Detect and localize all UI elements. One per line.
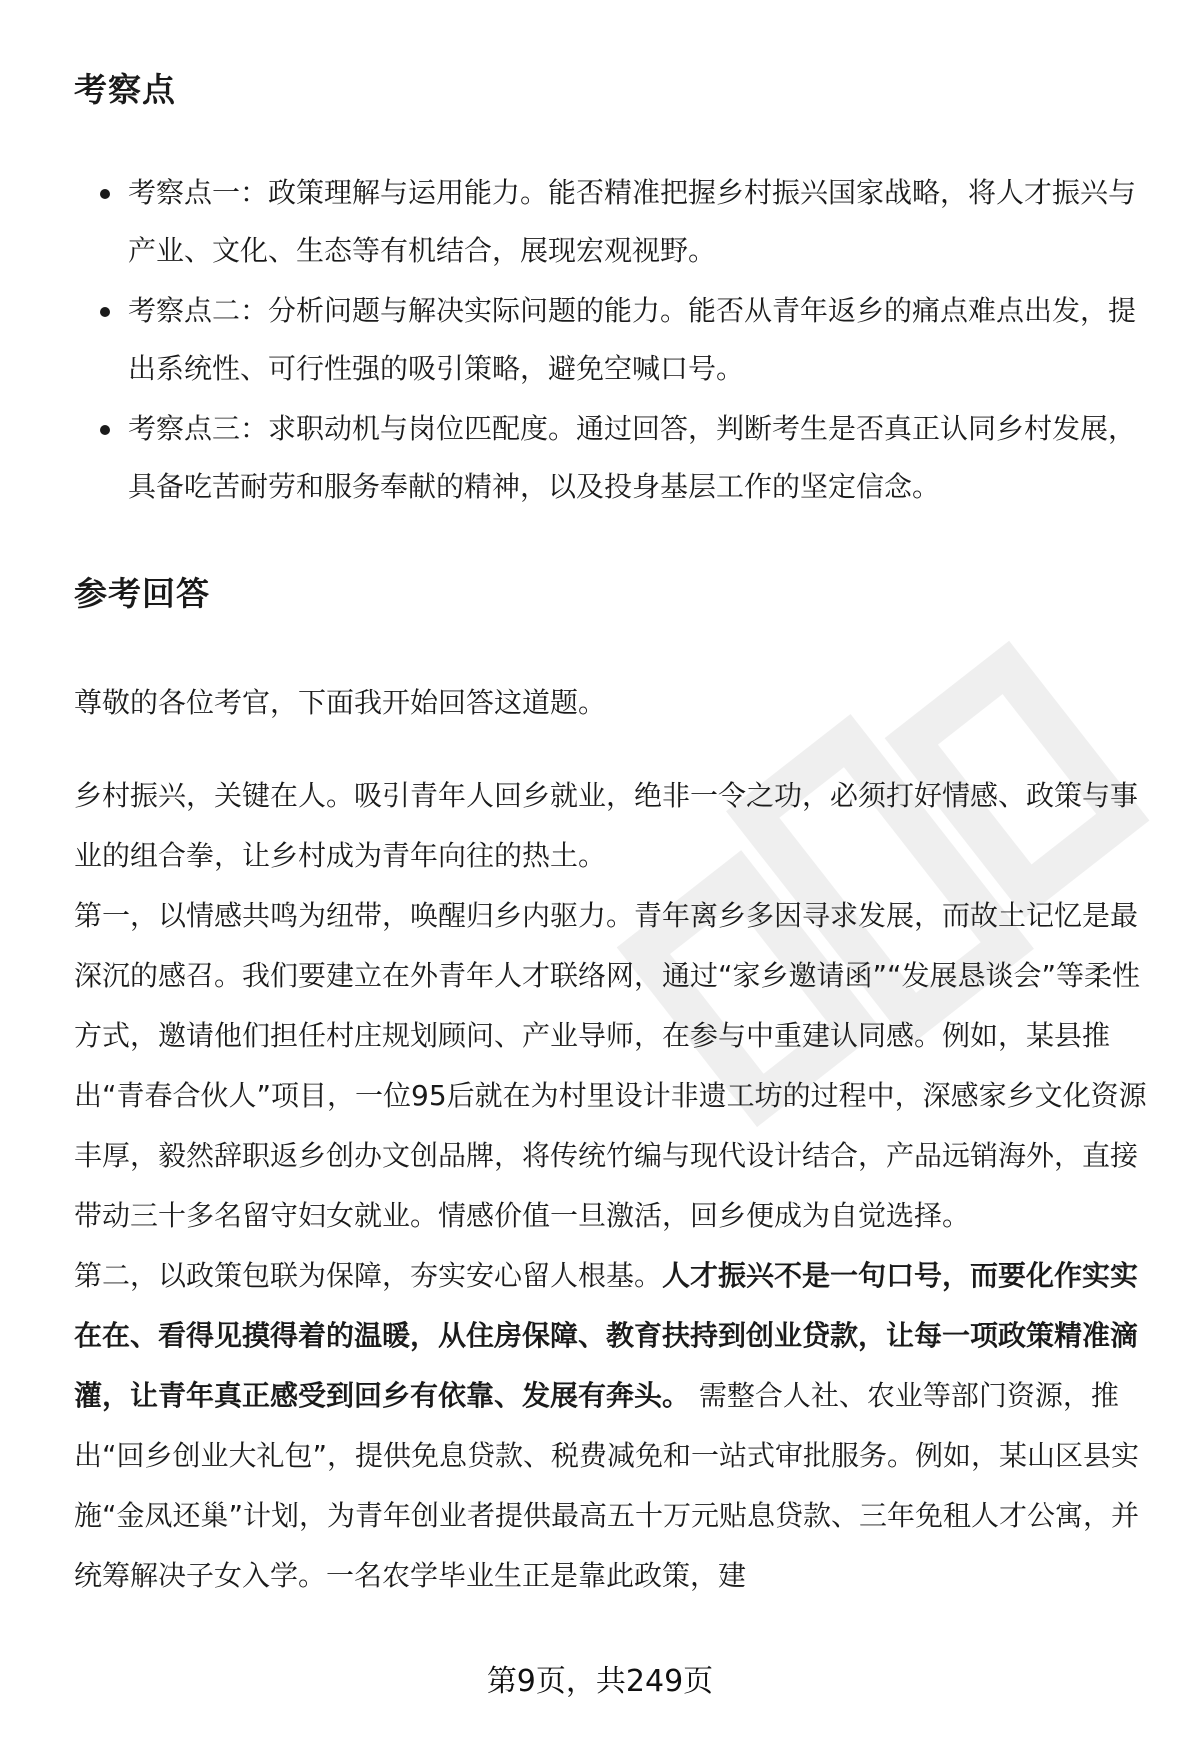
answer-paragraph-1: 乡村振兴，关键在人。吸引青年人回乡就业，绝非一令之功，必须打好情感、政策与事业的组合拳，让乡村成为青年向往的热土。 (74, 779, 1139, 872)
emphasized-text: 人才振兴不是一句口号，而要化作实实在在、看得见摸得着的温暖，从住房保障、教育扶持到创业贷款，让每一项政策精准滴灌，让青年真正感受到回乡有依靠、发展有奔头。 (74, 1259, 1139, 1412)
bullet-icon (100, 425, 110, 435)
paragraph-lead: 第二，以政策包联为保障，夯实安心留人根基。 (74, 1259, 663, 1292)
exam-point-text: 考察点一：政策理解与运用能力。能否精准把握乡村振兴国家战略，将人才振兴与产业、文化、生态等有机结合，展现宏观视野。 (128, 176, 1137, 267)
answer-body (74, 766, 1156, 1606)
reference-answer-heading: 参考回答 (74, 574, 210, 613)
exam-points-list (74, 164, 1156, 516)
main-content (74, 62, 1156, 1606)
answer-intro: 尊敬的各位考官，下面我开始回答这道题。 (74, 686, 607, 719)
exam-point-text: 考察点二：分析问题与解决实际问题的能力。能否从青年返乡的痛点难点出发，提出系统性、可行性强的吸引策略，避免空喊口号。 (128, 294, 1137, 385)
list-item (74, 400, 1156, 516)
paragraph-tail: 需整合人社、农业等部门资源，推出“回乡创业大礼包”，提供免息贷款、税费减免和一站式审批服务。例如，某山区县实施“金凤还巢”计划，为青年创业者提供最高五十万元贴息贷款、三年免租人才公寓，并统筹解决子女入学。一名农学毕业生正是靠此政策，建 (74, 1379, 1140, 1592)
list-item (74, 164, 1156, 280)
answer-paragraph-3 (74, 1246, 1156, 1606)
bullet-icon (100, 307, 110, 317)
page-number-footer: 第9页，共249页 (486, 1664, 714, 1699)
bullet-icon (100, 189, 110, 199)
list-item (74, 282, 1156, 398)
exam-point-text: 考察点三：求职动机与岗位匹配度。通过回答，判断考生是否真正认同乡村发展，具备吃苦耐劳和服务奉献的精神，以及投身基层工作的坚定信念。 (128, 412, 1137, 503)
exam-points-heading: 考察点 (74, 70, 176, 109)
answer-paragraph-2: 第一，以情感共鸣为纽带，唤醒归乡内驱力。青年离乡多因寻求发展，而故土记忆是最深沉的感召。我们要建立在外青年人才联络网，通过“家乡邀请函”“发展恳谈会”等柔性方式，邀请他们担任村庄规划顾问、产业导师，在参与中重建认同感。例如，某县推出“青春合伙人”项目，一位95后就在为村里设计非遗工坊的过程中，深感家乡文化资源丰厚，毅然辞职返乡创办文创品牌，将传统竹编与现代设计结合，产品远销海外，直接带动三十多名留守妇女就业。情感价值一旦激活，回乡便成为自觉选择。 (74, 899, 1147, 1232)
